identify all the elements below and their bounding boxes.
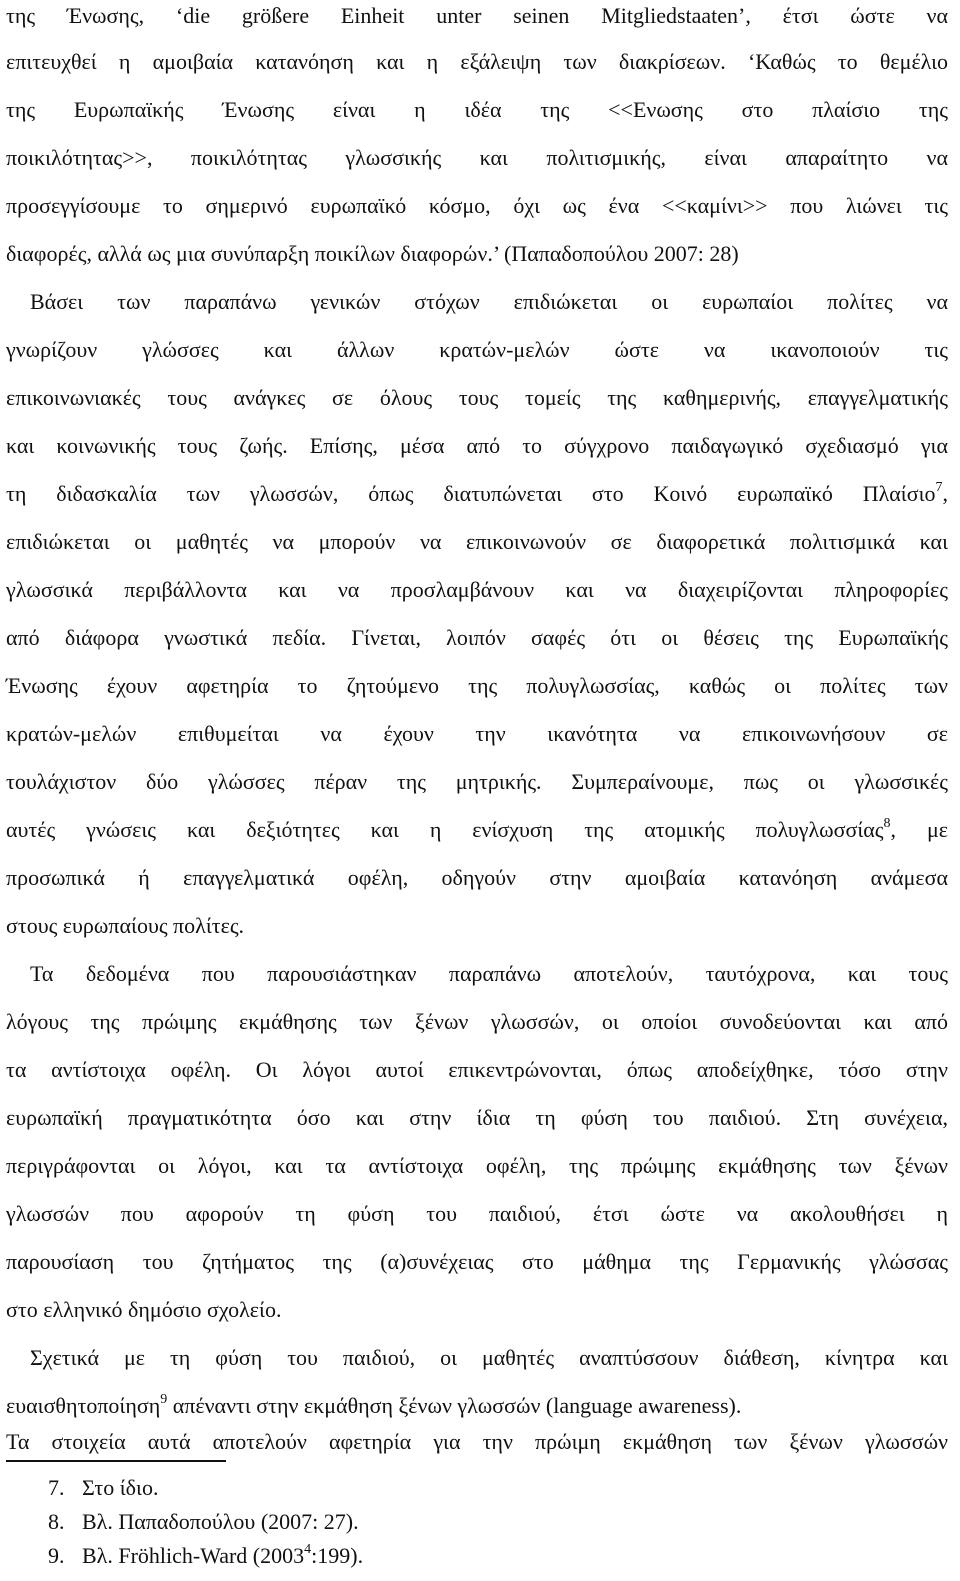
body-line: της Ευρωπαϊκής Ένωσης είναι η ιδέα της <<Ενωσης στο πλαίσιο της [6, 97, 948, 122]
footnote-ref-8: 8 [883, 815, 891, 831]
body-line-text-end: , [942, 481, 948, 506]
body-line [6, 816, 948, 844]
body-line: της Ένωσης, ‘die größere Einheit unter seinen Mitgliedstaaten’, έτσι ώστε να [6, 3, 948, 28]
footnote-separator [6, 1460, 226, 1462]
body-line: τουλάχιστον δύο γλώσσες πέραν της μητρικής. Συμπεραίνουμε, πως οι γλωσσικές [6, 769, 948, 794]
body-line: διαφορές, αλλά ως μια συνύπαρξη ποικίλων διαφορών.’ (Παπαδοπούλου 2007: 28) [6, 241, 739, 266]
footnote-ref-9: 9 [160, 1391, 168, 1407]
paragraph-start-line: Τα δεδομένα που παρουσιάστηκαν παραπάνω αποτελούν, ταυτόχρονα, και τους [30, 961, 948, 986]
body-line-text-end: απέναντι στην εκμάθηση ξένων γλωσσών (language awareness). [172, 1393, 742, 1418]
body-line [6, 480, 948, 508]
body-line: και κοινωνικής τους ζωής. Επίσης, μέσα από το σύγχρονο παιδαγωγικό σχεδιασμό για [6, 433, 948, 458]
body-line-text-end: , με [890, 817, 948, 842]
body-line: προσωπικά ή επαγγελματικά οφέλη, οδηγούν στην αμοιβαία κατανόηση ανάμεσα [6, 865, 948, 890]
body-line: τα αντίστοιχα οφέλη. Οι λόγοι αυτοί επικεντρώνονται, όπως αποδείχθηκε, τόσο στην [6, 1057, 948, 1082]
footnote-text-end: :199). [311, 1543, 364, 1568]
footnote-text: Βλ. Παπαδοπούλου (2007: 27). [82, 1509, 359, 1534]
body-line: περιγράφονται οι λόγοι, και τα αντίστοιχα οφέλη, της πρώιμης εκμάθησης των ξένων [6, 1153, 948, 1178]
footnote-8 [48, 1508, 359, 1536]
body-line: από διάφορα γνωστικά πεδία. Γίνεται, λοιπόν σαφές ότι οι θέσεις της Ευρωπαϊκής [6, 625, 948, 650]
footnote-text: Βλ. Fröhlich-Ward (2003 [82, 1543, 305, 1568]
body-line: προσεγγίσουμε το σημερινό ευρωπαϊκό κόσμο, όχι ως ένα <<καμίνι>> που λιώνει τις [6, 193, 948, 218]
footnote-9 [48, 1542, 363, 1570]
edition-superscript: 4 [304, 1541, 312, 1557]
body-line: Τα στοιχεία αυτά αποτελούν αφετηρία για την πρώιμη εκμάθηση των ξένων γλωσσών [6, 1429, 948, 1454]
body-line: λόγους της πρώιμης εκμάθησης των ξένων γλωσσών, οι οποίοι συνοδεύονται και από [6, 1009, 948, 1034]
body-line: επιδιώκεται οι μαθητές να μπορούν να επικοινωνούν σε διαφορετικά πολιτισμικά και [6, 529, 948, 554]
body-line: στο ελληνικό δημόσιο σχολείο. [6, 1297, 282, 1322]
paragraph-start-line: Σχετικά με τη φύση του παιδιού, οι μαθητές αναπτύσσουν διάθεση, κίνητρα και [30, 1345, 948, 1370]
body-line: ευρωπαϊκή πραγματικότητα όσο και στην ίδια τη φύση του παιδιού. Στη συνέχεια, [6, 1105, 948, 1130]
body-line: στους ευρωπαίους πολίτες. [6, 913, 245, 938]
body-line: γλωσσών που αφορούν τη φύση του παιδιού, έτσι ώστε να ακολουθήσει η [6, 1201, 948, 1226]
body-line: Ένωσης έχουν αφετηρία το ζητούμενο της πολυγλωσσίας, καθώς οι πολίτες των [6, 673, 948, 698]
footnote-number: 9. [48, 1543, 65, 1568]
body-line: κρατών-μελών επιθυμείται να έχουν την ικανότητα να επικοινωνήσουν σε [6, 721, 948, 746]
body-line-text: ευαισθητοποίηση [6, 1393, 161, 1418]
body-line: παρουσίαση του ζητήματος της (α)συνέχειας στο μάθημα της Γερμανικής γλώσσας [6, 1249, 948, 1274]
body-line-text: τη διδασκαλία των γλωσσών, όπως διατυπώνεται στο Κοινό ευρωπαϊκό Πλαίσιο [6, 481, 936, 506]
body-line [6, 1392, 948, 1420]
paragraph-start-line: Βάσει των παραπάνω γενικών στόχων επιδιώκεται οι ευρωπαίοι πολίτες να [30, 289, 948, 314]
body-line: γλωσσικά περιβάλλοντα και να προσλαμβάνουν και να διαχειρίζονται πληροφορίες [6, 577, 948, 602]
body-line: ποικιλότητας>>, ποικιλότητας γλωσσικής και πολιτισμικής, είναι απαραίτητο να [6, 145, 948, 170]
body-line: επικοινωνιακές τους ανάγκες σε όλους τους τομείς της καθημερινής, επαγγελματικής [6, 385, 948, 410]
footnote-number: 8. [48, 1509, 65, 1534]
body-line: γνωρίζουν γλώσσες και άλλων κρατών-μελών ώστε να ικανοποιούν τις [6, 337, 948, 362]
body-line-text: αυτές γνώσεις και δεξιότητες και η ενίσχυση της ατομικής πολυγλωσσίας [6, 817, 884, 842]
footnote-ref-7: 7 [935, 479, 943, 495]
body-line: επιτευχθεί η αμοιβαία κατανόηση και η εξάλειψη των διακρίσεων. ‘Καθώς το θεμέλιο [6, 49, 948, 74]
footnote-text: Στο ίδιο. [82, 1475, 159, 1500]
footnote-number: 7. [48, 1475, 65, 1500]
footnote-7 [48, 1474, 158, 1502]
